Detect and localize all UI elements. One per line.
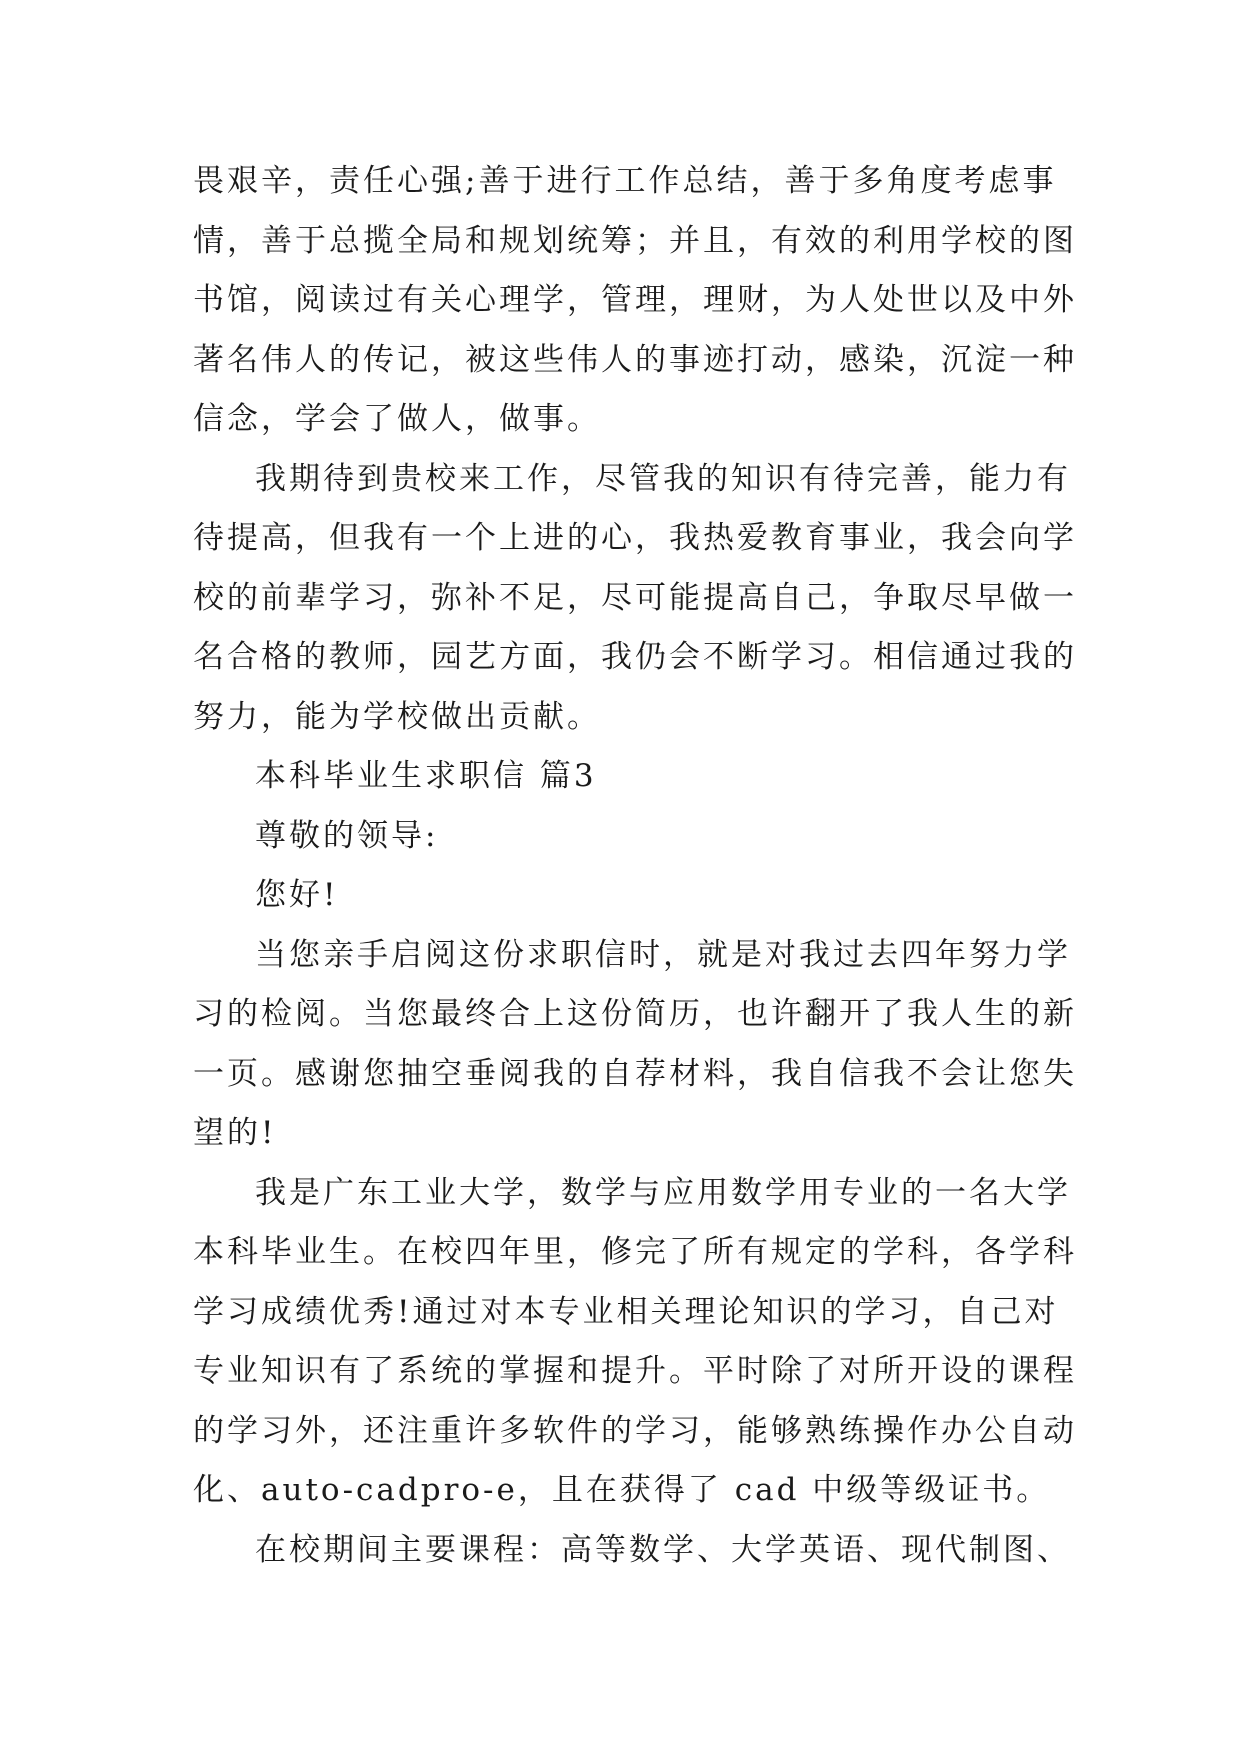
text-line: 书馆，阅读过有关心理学，管理，理财，为人处世以及中外 (193, 282, 1077, 318)
paragraph-start-line: 我是广东工业大学，数学与应用数学用专业的一名大学 (255, 1174, 1071, 1211)
text-line: 努力，能为学校做出贡献。 (193, 698, 601, 735)
text-line: 专业知识有了系统的掌握和提升。平时除了对所开设的课程 (193, 1353, 1077, 1389)
text-line: 著名伟人的传记，被这些伟人的事迹打动，感染，沉淀一种 (193, 341, 1077, 378)
text-line: 习的检阅。当您最终合上这份简历，也许翻开了我人生的新 (193, 996, 1077, 1032)
text-line: 望的! (193, 1115, 277, 1151)
text-line: 本科毕业生。在校四年里，修完了所有规定的学科，各学科 (193, 1234, 1077, 1270)
text-line: 信念，学会了做人，做事。 (193, 401, 601, 437)
text-line: 畏艰辛，责任心强;善于进行工作总结，善于多角度考虑事 (193, 163, 1057, 199)
text-line: 校的前辈学习，弥补不足，尽可能提高自己，争取尽早做一 (193, 579, 1077, 616)
document-body (193, 152, 1077, 1580)
text-line: 情，善于总揽全局和规划统筹；并且，有效的利用学校的图 (193, 222, 1077, 259)
text-line: 一页。感谢您抽空垂阅我的自荐材料，我自信我不会让您失 (193, 1055, 1077, 1092)
text-line: 学习成绩优秀!通过对本专业相关理论知识的学习，自己对 (193, 1293, 1059, 1330)
greeting: 您好! (255, 877, 339, 913)
section-heading: 本科毕业生求职信 篇3 (255, 758, 597, 794)
paragraph-start-line: 当您亲手启阅这份求职信时，就是对我过去四年努力学 (255, 936, 1071, 973)
text-line: 化、auto-cadpro-e，且在获得了 cad 中级等级证书。 (193, 1472, 1051, 1508)
salutation: 尊敬的领导: (255, 817, 439, 854)
text-line: 待提高，但我有一个上进的心，我热爱教育事业，我会向学 (193, 520, 1077, 556)
paragraph-start-line: 我期待到贵校来工作，尽管我的知识有待完善，能力有 (255, 460, 1071, 497)
text-line: 名合格的教师，园艺方面，我仍会不断学习。相信通过我的 (193, 639, 1077, 675)
text-line: 的学习外，还注重许多软件的学习，能够熟练操作办公自动 (193, 1412, 1077, 1449)
paragraph-start-line: 在校期间主要课程：高等数学、大学英语、现代制图、 (255, 1531, 1071, 1568)
